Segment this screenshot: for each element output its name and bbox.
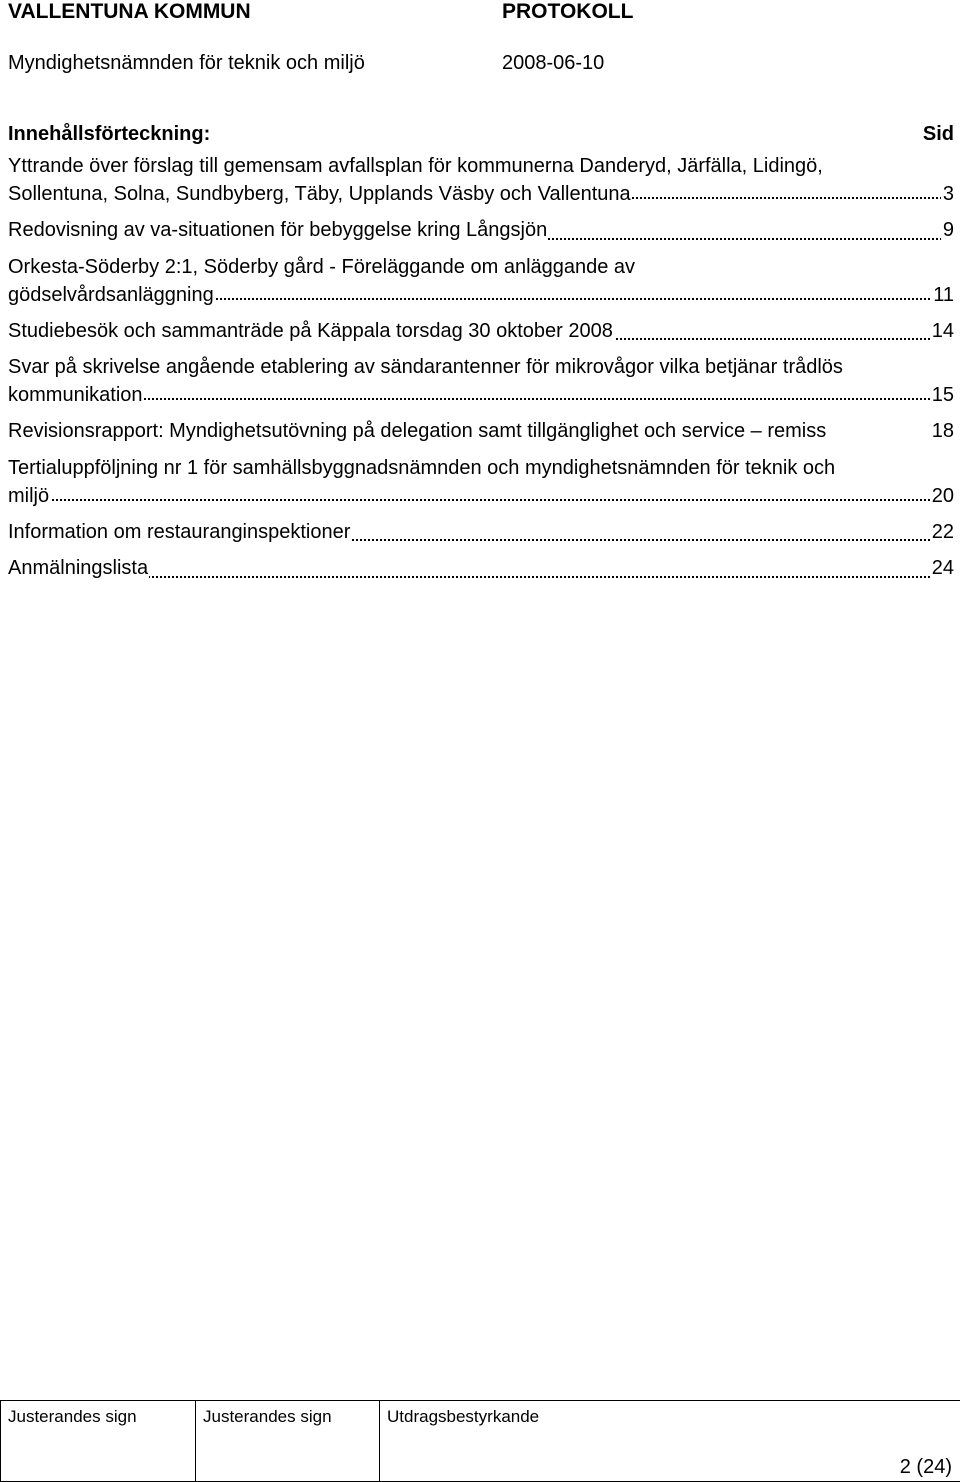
toc-heading: Innehållsförteckning: bbox=[8, 123, 211, 145]
toc-entry-page: 24 bbox=[930, 550, 954, 587]
toc-entry-title-line: Redovisning av va-situationen för bebyggelse kring Långsjön bbox=[8, 219, 548, 241]
toc-entry-title-line: Studiebesök och sammanträde på Käppala torsdag 30 oktober 2008 bbox=[8, 319, 613, 342]
toc-entry-title-line: Svar på skrivelse angående etablering av sändarantenner för mikrovågor vilka betjänar trådlös bbox=[8, 356, 843, 378]
toc-entry-page: 15 bbox=[930, 381, 954, 409]
toc-entry[interactable] bbox=[8, 152, 954, 212]
page-number: 2 (24) bbox=[899, 1456, 952, 1478]
toc-entry[interactable] bbox=[8, 212, 954, 249]
toc-entry-title-line: Sollentuna, Solna, Sundbyberg, Täby, Upplands Väsby och Vallentuna bbox=[8, 183, 631, 205]
toc-page-column-label: Sid bbox=[922, 123, 954, 145]
toc-entry-title-line: gödselvårdsanläggning bbox=[8, 283, 214, 306]
extract-certification-box bbox=[379, 1401, 960, 1481]
dot-leader bbox=[8, 499, 954, 501]
toc-entry[interactable] bbox=[8, 450, 954, 514]
signature-footer bbox=[0, 1400, 960, 1482]
toc-entry[interactable] bbox=[8, 313, 954, 350]
toc-entry-page: 11 bbox=[931, 281, 954, 309]
meeting-date: 2008-06-10 bbox=[502, 52, 605, 74]
toc-entry-page: 3 bbox=[941, 180, 954, 208]
toc-entry-title-line: Information om restauranginspektioner bbox=[8, 520, 351, 543]
toc-entry-title-line: Yttrande över förslag till gemensam avfallsplan för kommunerna Danderyd, Järfälla, Lidingö, bbox=[8, 155, 823, 177]
board-name: Myndighetsnämnden för teknik och miljö bbox=[8, 52, 365, 74]
toc-entry-title-line: miljö bbox=[8, 484, 50, 507]
dot-leader bbox=[8, 398, 954, 400]
toc-entry[interactable] bbox=[8, 514, 954, 551]
document-type: PROTOKOLL bbox=[502, 0, 634, 23]
toc-entry-title-line: Tertialuppföljning nr 1 för samhällsbyggnadsnämnden och myndighetsnämnden för teknik och bbox=[8, 456, 836, 479]
signature-box bbox=[195, 1401, 379, 1481]
table-of-contents bbox=[8, 152, 954, 587]
municipality-name: VALLENTUNA KOMMUN bbox=[8, 0, 251, 23]
toc-entry-title-line: kommunikation bbox=[8, 384, 143, 406]
toc-entry[interactable] bbox=[8, 413, 954, 450]
toc-entry-title-line: Anmälningslista bbox=[8, 557, 149, 579]
signature-label: Justerandes sign bbox=[203, 1407, 332, 1426]
extract-certification-label: Utdragsbestyrkande bbox=[387, 1407, 540, 1426]
toc-entry[interactable] bbox=[8, 349, 954, 413]
toc-entry[interactable] bbox=[8, 550, 954, 587]
toc-entry-title-line: Revisionsrapport: Myndighetsutövning på delegation samt tillgänglighet och service – remiss bbox=[8, 420, 827, 442]
toc-entry[interactable] bbox=[8, 249, 954, 313]
toc-entry-page: 20 bbox=[930, 482, 954, 510]
toc-entry-page: 18 bbox=[930, 413, 954, 450]
dot-leader bbox=[8, 576, 954, 578]
toc-entry-page: 22 bbox=[930, 514, 954, 551]
signature-box bbox=[0, 1401, 195, 1481]
toc-entry-page: 9 bbox=[941, 212, 954, 249]
toc-entry-page: 14 bbox=[930, 313, 954, 350]
toc-entry-title-line: Orkesta-Söderby 2:1, Söderby gård - Föreläggande om anläggande av bbox=[8, 255, 636, 278]
signature-label: Justerandes sign bbox=[8, 1407, 137, 1426]
